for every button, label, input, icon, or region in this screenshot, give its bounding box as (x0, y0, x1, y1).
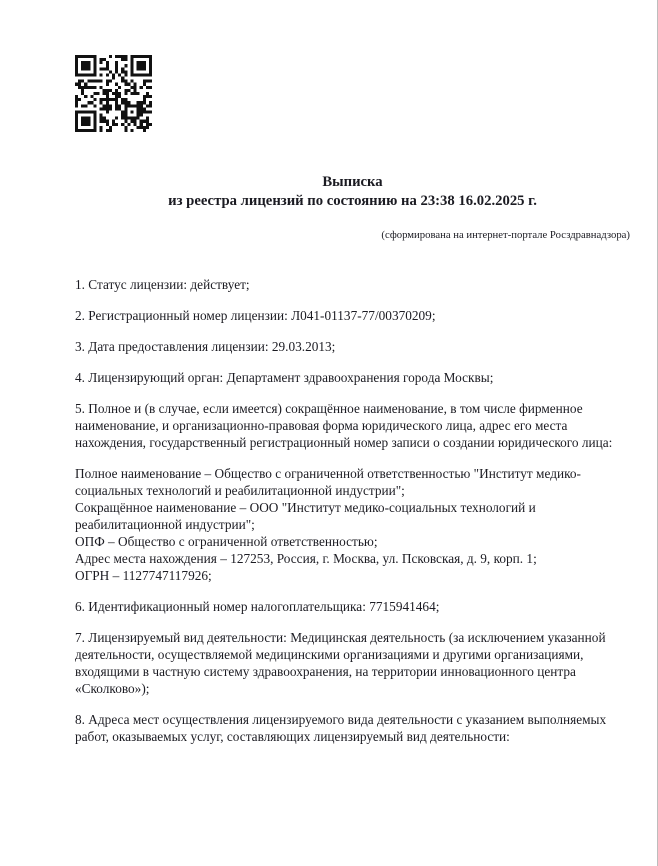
document-content (75, 173, 630, 759)
org-details-block (75, 465, 630, 584)
document-title (75, 173, 630, 211)
paragraph-reg-number: 2. Регистрационный номер лицензии: Л041-01137-77/00370209; (75, 308, 436, 323)
paragraph-org-heading: 5. Полное и (в случае, если имеется) сокращённое наименование, в том числе фирменное наименование, и организационно-правовая форма юридического лица, адрес его места нахождения, государственный регистрационный номер записи о создании юридического лица: (75, 401, 613, 450)
document-body (75, 276, 630, 745)
paragraph-activity-type: 7. Лицензируемый вид деятельности: Медицинская деятельность (за исключением указанной деятельности, осуществляемой медицинскими организациями и другими организациями, входящими в частную систему здравоохранения, на территории инновационного центра «Сколково»); (75, 630, 606, 696)
title-line-2: из реестра лицензий по состоянию на 23:38 16.02.2025 г. (168, 193, 537, 209)
org-legal-form: ОПФ – Общество с ограниченной ответственностью; (75, 534, 378, 549)
org-address: Адрес места нахождения – 127253, Россия, г. Москва, ул. Псковская, д. 9, корп. 1; (75, 551, 537, 566)
paragraph-grant-date: 3. Дата предоставления лицензии: 29.03.2013; (75, 339, 336, 354)
paragraph-addresses-heading: 8. Адреса мест осуществления лицензируемого вида деятельности с указанием выполняемых работ, оказываемых услуг, составляющих лицензируемый вид деятельности: (75, 712, 607, 744)
qr-code-icon (75, 55, 152, 132)
org-full-name: Полное наименование – Общество с ограниченной ответственностью "Институт медико-социальных технологий и реабилитационной индустрии"; (75, 466, 581, 498)
org-short-name: Сокращённое наименование – ООО "Институт медико-социальных технологий и реабилитационной индустрии"; (75, 500, 536, 532)
org-ogrn: ОГРН – 1127747117926; (75, 568, 212, 583)
paragraph-status: 1. Статус лицензии: действует; (75, 277, 250, 292)
paragraph-licensing-authority: 4. Лицензирующий орган: Департамент здравоохранения города Москвы; (75, 370, 494, 385)
paragraph-inn: 6. Идентификационный номер налогоплательщика: 7715941464; (75, 599, 440, 614)
formed-note: (сформирована на интернет-портале Росздравнадзора) (381, 229, 630, 241)
title-line-1: Выписка (322, 174, 383, 190)
